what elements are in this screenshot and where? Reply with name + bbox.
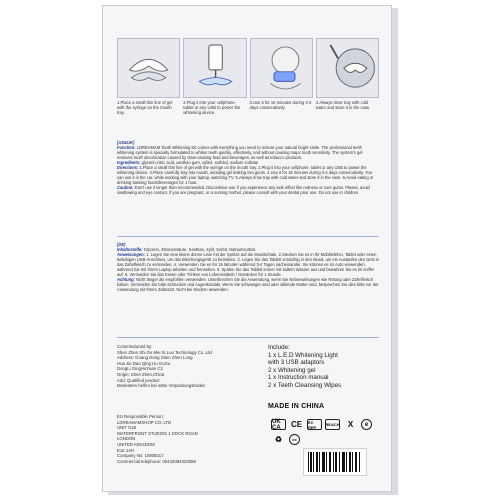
caution-text: Don't use it longer than recommended. Discontinue use if you experience any side effect like redness or sore gums. Please, avoid swallowing and eye contact. If you are pregnant, or a nursing mother, please consult with your dental prior use. Do not use in children. [117, 185, 370, 196]
face-with-light-icon [251, 39, 312, 97]
eu-line: Company No: 10808317 [117, 453, 164, 459]
company-info [117, 344, 247, 389]
eu-line: LONDON [117, 436, 136, 442]
include-title: Include: [268, 344, 290, 351]
achtung-paragraph [117, 277, 379, 292]
company-line: Add: Qualified product [117, 377, 160, 383]
tray-icon [118, 39, 179, 97]
anweisungen-text: 1. Legen Sie eine kleine dünne Linie mit der Spritze auf die Mundschale. 2.Stecken Sie es in Ihr Mobiltelefon, Tablet oder einen beliebigen USB-Anschluss, um das Bleichungsgerät zu betreiben. 3. Legen Sie das Tablett vorsichtig in den Mund, um ein Austaufen des Gels in das Zahnfleisch zu vermeiden. 4. Verwenden Sie es für 15 Minuten während 3-4 Tagen nacheinander. Sie können es im Auto verwenden, während Sie mit Ihrem Laptop arbeiten und fernsehen. 5. Spülen Sie das Tablett immer mit kaltem Wasser aus und bewahren Sie es im Koffer auf. 6. Vermeiden Sie das Essen oder Trinken von Lebensmitteln / Getränken für 1 Stunde. [117, 252, 379, 278]
ukca-mark-icon: UK CA [271, 419, 286, 430]
company-line: Hua Jie Dao Qing Hu GuGu [117, 360, 171, 366]
ce-mark-icon: CE [290, 420, 303, 429]
inhaltsstoffe-label: Inhaltsstoffe: [117, 247, 143, 253]
phone-plug-icon [184, 39, 245, 97]
barcode-bars [304, 449, 366, 475]
ce-circle-icon: ce [289, 434, 300, 445]
step-3-illustration [250, 38, 313, 98]
include-item: 1 x L.E.D Whitening Light [268, 351, 338, 359]
function-text: LDREAMAM Tooth Whitening Kit comes with everything you need to restore your natural bright smile. The professional teeth whitening system is specially formulated to whiten teeth quickly, effectively, and without causing major tooth sensitivity. The system's gel removes tooth decoloration caused by stain-causing food and beverages, as well as tobacco products. [117, 145, 363, 161]
step-captions [117, 100, 379, 116]
directions-text: 1.Place a small thin line of gel with the syringe on the mouth tray. 2.Plug it into your cellphone, tablet or any USB to power the whitening device. 3.Place carefully tray into mouth, avoiding gel leaking into gums. 4.Use it for 15 minutes during 3-4 days consecutively. You can use it in the car, while working with your laptop, watching TV. 5.Always rinse tray with cold water and store it in the case. 6.Avoid eating or drinking staining foods/beverages for 1 hour. [117, 165, 374, 186]
company-line: Address: Guang Dong Shen Zhen Long [117, 355, 193, 361]
step-2-illustration [183, 38, 246, 98]
step-1-caption: 1.Place a small thin line of gel with the syringe on the mouth tray. [117, 100, 173, 116]
e-mark-icon: e [361, 419, 372, 430]
include-item: 1 x Instruction manual [268, 374, 329, 382]
package-contents [268, 344, 383, 390]
step-illustrations [117, 38, 379, 98]
certification-marks [271, 419, 376, 445]
section-divider [117, 236, 379, 237]
company-line: Shen Zhen Shi Ge Mei Si Luo Technology Co.,Ltd [117, 349, 212, 355]
eu-line: EU Responsible Person: [117, 414, 164, 419]
rinse-tray-icon [317, 39, 378, 97]
include-item: 2 x Whitening gel [268, 366, 316, 374]
caution-paragraph [117, 185, 379, 195]
eu-line: Commercial telephone: 00442084323088 [117, 458, 196, 464]
function-paragraph [117, 145, 379, 160]
company-line: Medesters helfen bei sähe Verpackungsboden [117, 383, 206, 389]
made-in-label: MADE IN CHINA [268, 403, 325, 410]
eu-line: WATERFRONT STUDIOS 1 DOCK ROAD [117, 430, 198, 436]
weee-bin-icon: X [347, 420, 354, 429]
include-item: 2 x Teeth Cleansing Wipes [268, 381, 342, 389]
reach-mark-icon: REACH [325, 419, 340, 430]
ingredients-label: Ingredients: [117, 160, 141, 166]
function-label: Function: [117, 145, 136, 151]
step-1-illustration [117, 38, 180, 98]
company-line: Origin: Shen Zhen,China [117, 371, 165, 377]
anweisungen-label: Anweisungen: [117, 252, 145, 258]
eu-line: UNITED KINGDOM [117, 441, 155, 447]
eu-line: E16 1AH [117, 447, 135, 453]
caution-label: Caution: [117, 185, 134, 191]
english-header: [US&UK] [117, 140, 135, 145]
barcode [303, 448, 367, 476]
eu-line: UNIT G25 [117, 425, 137, 431]
inhaltsstoffe-text: Glycerin, Zitronensäure, Xanthan, Xylit, Sorbit, Natriumsorbat. [143, 247, 256, 253]
section-divider-2 [117, 337, 379, 338]
step-4-caption: 4.Always rinse tray with cold water and store it in the case. [315, 100, 371, 111]
eu-responsible-info [117, 414, 247, 464]
directions-label: Directions: [117, 165, 139, 171]
german-section [117, 242, 379, 292]
include-item: with 3 USB adaptors [268, 359, 325, 367]
step-2-caption: 2.Plug it into your cellphone, tablet or any USB to power the whitening device. [183, 100, 241, 116]
step-4-illustration [316, 38, 379, 98]
company-line: DongLi GingHuYuan C2 [117, 366, 163, 372]
achtung-label: Achtung: [117, 277, 135, 283]
ec-rep-mark-icon: EC REP [307, 419, 322, 430]
directions-paragraph [117, 165, 379, 185]
product-box-back [102, 5, 392, 492]
company-line: Commissioned by: [117, 344, 153, 349]
eu-line: LDREAMAMSHOP CO.,LTD [117, 419, 172, 425]
german-header: [DE] [117, 242, 126, 247]
anweisungen-paragraph [117, 252, 379, 277]
recycle-icon: ♻ [274, 434, 283, 444]
ingredients-text: glycerin,citric acid, xanthan gum, xylitol, sorbitol, sodium sorbate. [141, 160, 260, 166]
step-3-caption: 3.Use it for 15 minutes during 3-4 days consecutively. [249, 100, 312, 111]
achtung-text: Nicht länger als empfohlen verwenden. Unterbrechen Sie die Anwendung, wenn Sie Nebenwirkungen wie Rötung oder Zahnfleisch haben. Vermeiden Sie bitte Schlucken und Augenkontakt. Wenn Sie schwanger sind oder stillende Mutter sind, besprechen Sie dies bitte vor der Anwendung mit Ihrem Zahnarzt. Nicht bei Kindern anwenden. [117, 277, 379, 293]
english-section [117, 140, 379, 196]
